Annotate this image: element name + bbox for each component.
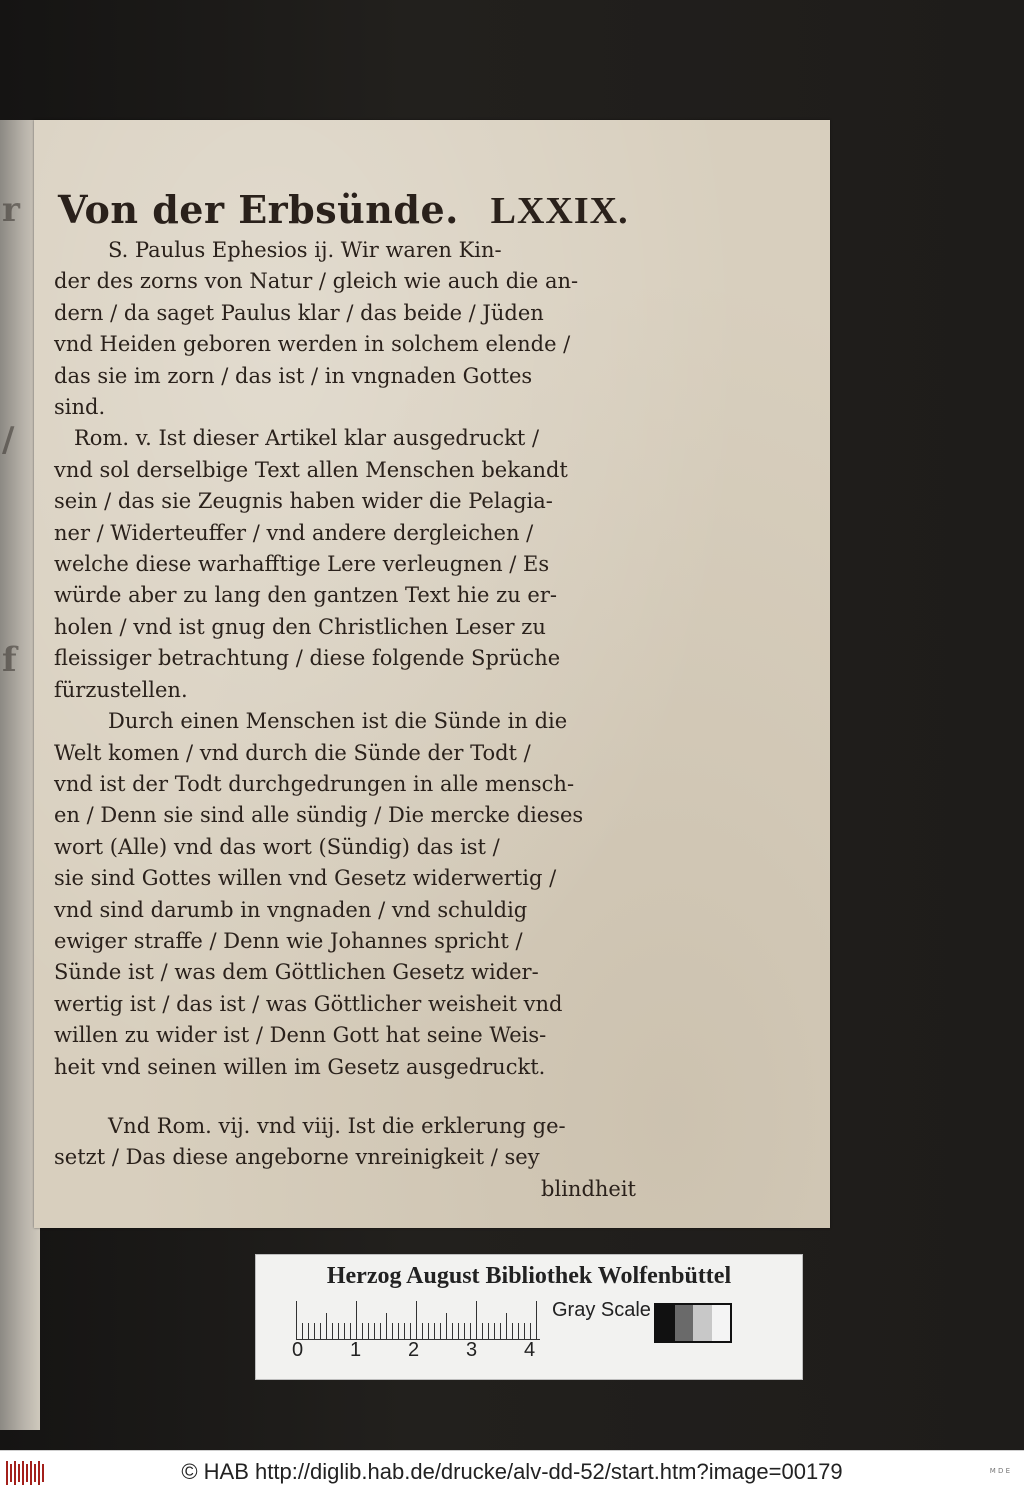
- ruler-tick: [350, 1323, 351, 1339]
- bleed-through-glyph: r: [2, 190, 20, 230]
- text-line: willen zu wider ist / Denn Gott hat seine Weis-: [54, 1023, 547, 1048]
- ruler-number: 1: [350, 1339, 362, 1361]
- text-line: wertig ist / das ist / was Göttlicher weisheit vnd: [54, 991, 563, 1016]
- text-line: Sünde ist / was dem Göttlichen Gesetz wider-: [54, 960, 539, 985]
- text-line: wort (Alle) vnd das wort (Sündig) das ist /: [54, 834, 500, 859]
- text-line: holen / vnd ist gnug den Christlichen Leser zu: [54, 614, 546, 639]
- ruler-tick: [530, 1323, 531, 1339]
- text-line: ner / Widerteuffer / vnd andere dergleichen /: [54, 520, 534, 545]
- library-name: Herzog August Bibliothek Wolfenbüttel: [326, 1263, 732, 1289]
- text-line: dern / da saget Paulus klar / das beide / Jüden: [54, 300, 544, 325]
- catchword: blindheit: [541, 1176, 636, 1201]
- text-line: der des zorns von Natur / gleich wie auch die an-: [54, 269, 579, 294]
- text-line: en / Denn sie sind alle sündig / Die mercke dieses: [54, 803, 584, 828]
- ruler-tick: [314, 1323, 315, 1339]
- ruler-tick: [524, 1323, 525, 1339]
- text-line: sie sind Gottes willen vnd Gesetz widerwertig /: [54, 866, 557, 891]
- gray-swatch: [675, 1305, 694, 1341]
- color-target-card: [255, 1254, 803, 1380]
- ruler-tick: [308, 1323, 309, 1339]
- ruler-tick: [512, 1323, 513, 1339]
- ruler-tick: [428, 1323, 429, 1339]
- ruler-tick: [446, 1313, 447, 1339]
- text-line: würde aber zu lang den gantzen Text hie zu er-: [54, 583, 557, 608]
- ruler-tick: [494, 1323, 495, 1339]
- ruler-tick: [422, 1323, 423, 1339]
- text-line: fürzustellen.: [54, 677, 188, 702]
- ruler-tick: [434, 1323, 435, 1339]
- ruler-tick: [368, 1323, 369, 1339]
- ruler-tick: [386, 1313, 387, 1339]
- text-line: S. Paulus Ephesios ij. Wir waren Kin-: [108, 238, 502, 262]
- bleed-through-glyph: /: [2, 420, 15, 460]
- ruler-tick: [404, 1323, 405, 1339]
- ruler-tick: [500, 1323, 501, 1339]
- gray-swatch: [712, 1305, 731, 1341]
- heading-number: LXXIX.: [490, 190, 629, 232]
- ruler-tick: [398, 1323, 399, 1339]
- ruler-tick: [362, 1323, 363, 1339]
- ruler-number: 2: [408, 1339, 420, 1361]
- text-line: Welt komen / vnd durch die Sünde der Todt /: [54, 740, 531, 765]
- ruler-tick: [374, 1323, 375, 1339]
- ruler-number: 0: [292, 1339, 304, 1361]
- text-line: Durch einen Menschen ist die Sünde in die: [108, 709, 568, 734]
- text-line: vnd sind darumb in vngnaden / vnd schuldig: [54, 897, 528, 922]
- ruler-tick: [320, 1323, 321, 1339]
- page-heading: [58, 188, 644, 233]
- paragraph-gap: [54, 1083, 644, 1111]
- ruler-tick: [518, 1323, 519, 1339]
- ruler-tick: [458, 1323, 459, 1339]
- ruler-tick: [452, 1323, 453, 1339]
- ruler-tick: [506, 1313, 507, 1339]
- footer-mini-text: M D E: [989, 1467, 1010, 1475]
- text-line: Rom. v. Ist dieser Artikel klar ausgedruckt /: [74, 426, 540, 451]
- ruler-tick: [356, 1301, 357, 1339]
- ruler-tick: [302, 1323, 303, 1339]
- ruler-tick: [392, 1323, 393, 1339]
- text-line: ewiger straffe / Denn wie Johannes spricht /: [54, 928, 523, 953]
- gray-swatch: [656, 1305, 675, 1341]
- ruler-tick: [338, 1323, 339, 1339]
- ruler: [296, 1301, 546, 1341]
- ruler-tick: [380, 1323, 381, 1339]
- text-line: Vnd Rom. vij. vnd viij. Ist die erklerung ge-: [108, 1113, 566, 1138]
- gray-swatch: [693, 1305, 712, 1341]
- ruler-tick: [296, 1301, 297, 1339]
- ruler-number: 3: [466, 1339, 478, 1361]
- ruler-tick: [344, 1323, 345, 1339]
- ruler-tick: [488, 1323, 489, 1339]
- ruler-number: 4: [524, 1339, 536, 1361]
- footer-bar: [0, 1450, 1024, 1492]
- text-line: setzt / Das diese angeborne vnreinigkeit / sey: [54, 1145, 540, 1170]
- ruler-tick: [332, 1323, 333, 1339]
- ruler-tick: [470, 1323, 471, 1339]
- book-page: [34, 120, 830, 1228]
- ruler-tick: [410, 1323, 411, 1339]
- gray-scale-label: Gray Scale: [552, 1299, 651, 1321]
- text-line: vnd sol derselbige Text allen Menschen bekandt: [54, 457, 568, 482]
- copyright-url[interactable]: © HAB http://diglib.hab.de/drucke/alv-dd-52/start.htm?image=00179: [181, 1459, 843, 1484]
- text-line: sind.: [54, 395, 106, 420]
- ruler-tick: [440, 1323, 441, 1339]
- gray-scale-swatches: [654, 1303, 732, 1343]
- ruler-tick: [464, 1323, 465, 1339]
- ruler-tick: [476, 1301, 477, 1339]
- text-line: vnd Heiden geboren werden in solchem elende /: [54, 332, 571, 357]
- ruler-tick: [536, 1301, 537, 1339]
- ruler-tick: [482, 1323, 483, 1339]
- text-line: das sie im zorn / das ist / in vngnaden Gottes: [54, 363, 533, 388]
- heading-title: Von der Erbsünde.: [58, 187, 459, 232]
- text-line: heit vnd seinen willen im Gesetz ausgedruckt.: [54, 1054, 546, 1079]
- text-line: fleissiger betrachtung / diese folgende Sprüche: [54, 646, 561, 671]
- page-text: [54, 188, 644, 1205]
- bleed-through-glyph: f: [2, 640, 17, 680]
- ruler-tick: [416, 1301, 417, 1339]
- text-line: sein / das sie Zeugnis haben wider die Pelagia-: [54, 489, 553, 514]
- text-line: vnd ist der Todt durchgedrungen in alle mensch-: [54, 771, 575, 796]
- ruler-tick: [326, 1313, 327, 1339]
- text-line: welche diese warhafftige Lere verleugnen / Es: [54, 552, 550, 577]
- ruler-numbers: [292, 1339, 552, 1369]
